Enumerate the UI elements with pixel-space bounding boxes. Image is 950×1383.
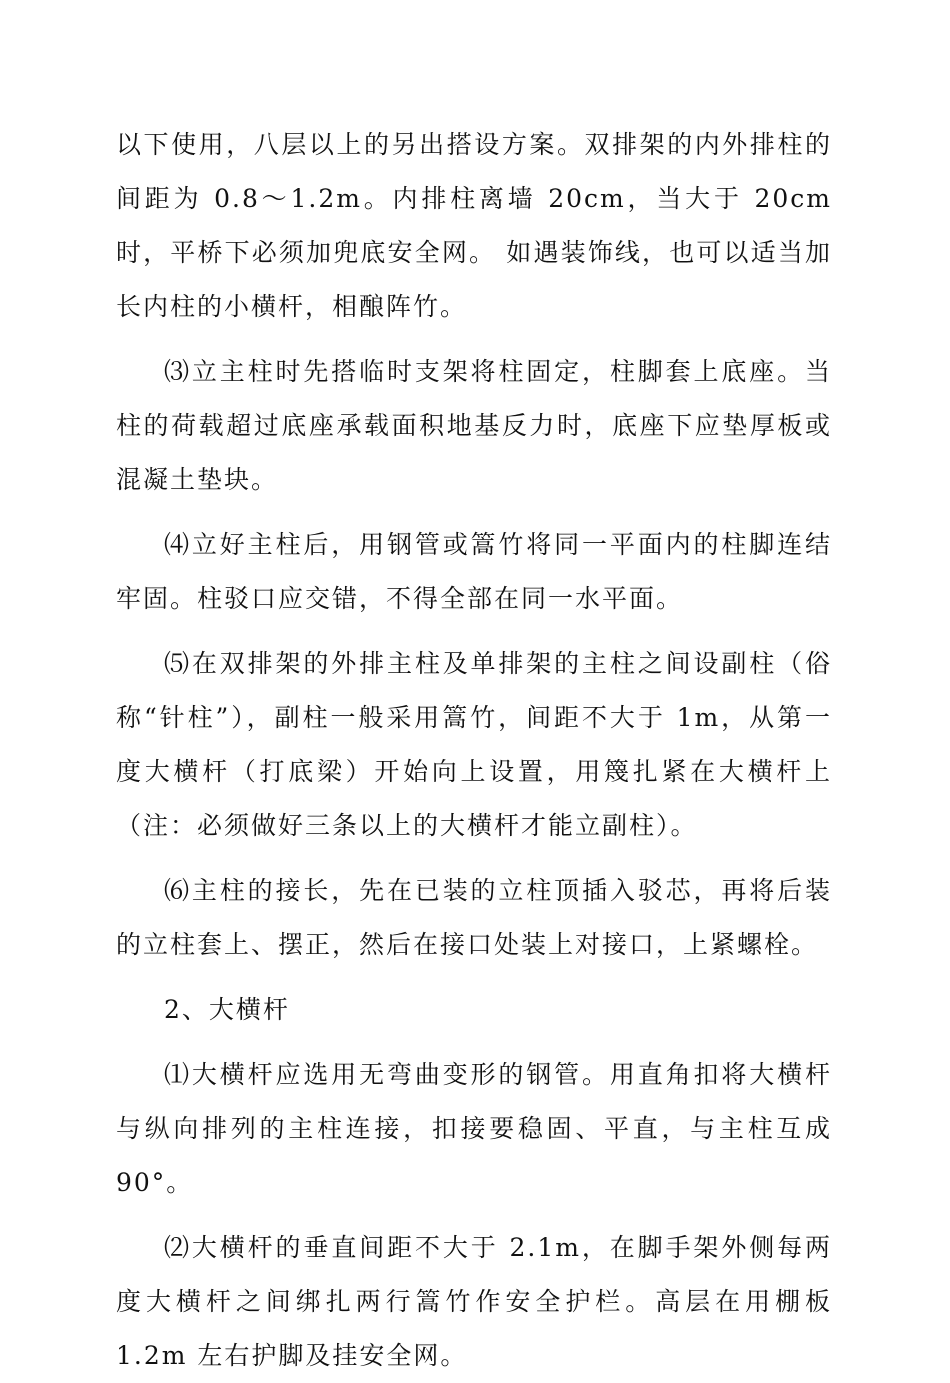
paragraph-item-3: ⑶立主柱时先搭临时支架将柱固定，柱脚套上底座。当柱的荷载超过底座承载面积地基反力时，底座下应垫厚板或混凝土垫块。 [116, 357, 832, 494]
document-page [116, 118, 832, 1383]
paragraph-crossbar-1: ⑴大横杆应选用无弯曲变形的钢管。用直角扣将大横杆与纵向排列的主柱连接，扣接要稳固、平直，与主柱互成 90°。 [116, 1060, 832, 1197]
paragraph-item-5: ⑸在双排架的外排主柱及单排架的主柱之间设副柱（俗称“针柱”），副柱一般采用篙竹，间距不大于 1m，从第一度大横杆（打底梁）开始向上设置，用篾扎紧在大横杆上（注：必须做好三条以上的大横杆才能立副柱）。 [116, 649, 832, 840]
paragraph-item-6: ⑹主柱的接长，先在已装的立柱顶插入驳芯，再将后装的立柱套上、摆正，然后在接口处装上对接口，上紧螺栓。 [116, 876, 832, 959]
paragraph-item-4: ⑷立好主柱后，用钢管或篙竹将同一平面内的柱脚连结牢固。柱驳口应交错，不得全部在同一水平面。 [116, 530, 832, 613]
paragraph-scaffold-spacing: 以下使用，八层以上的另出搭设方案。双排架的内外排柱的间距为 0.8～1.2m。内排柱离墙 20cm，当大于 20cm 时，平桥下必须加兜底安全网。 如遇装饰线，也可以适当加长内柱的小横杆，相酿阵竹。 [116, 130, 832, 321]
section-heading: 2、大横杆 [164, 995, 290, 1024]
paragraph-crossbar-2: ⑵大横杆的垂直间距不大于 2.1m，在脚手架外侧每两度大横杆之间绑扎两行篙竹作安全护栏。高层在用棚板 1.2m 左右护脚及挂安全网。 [116, 1233, 832, 1370]
